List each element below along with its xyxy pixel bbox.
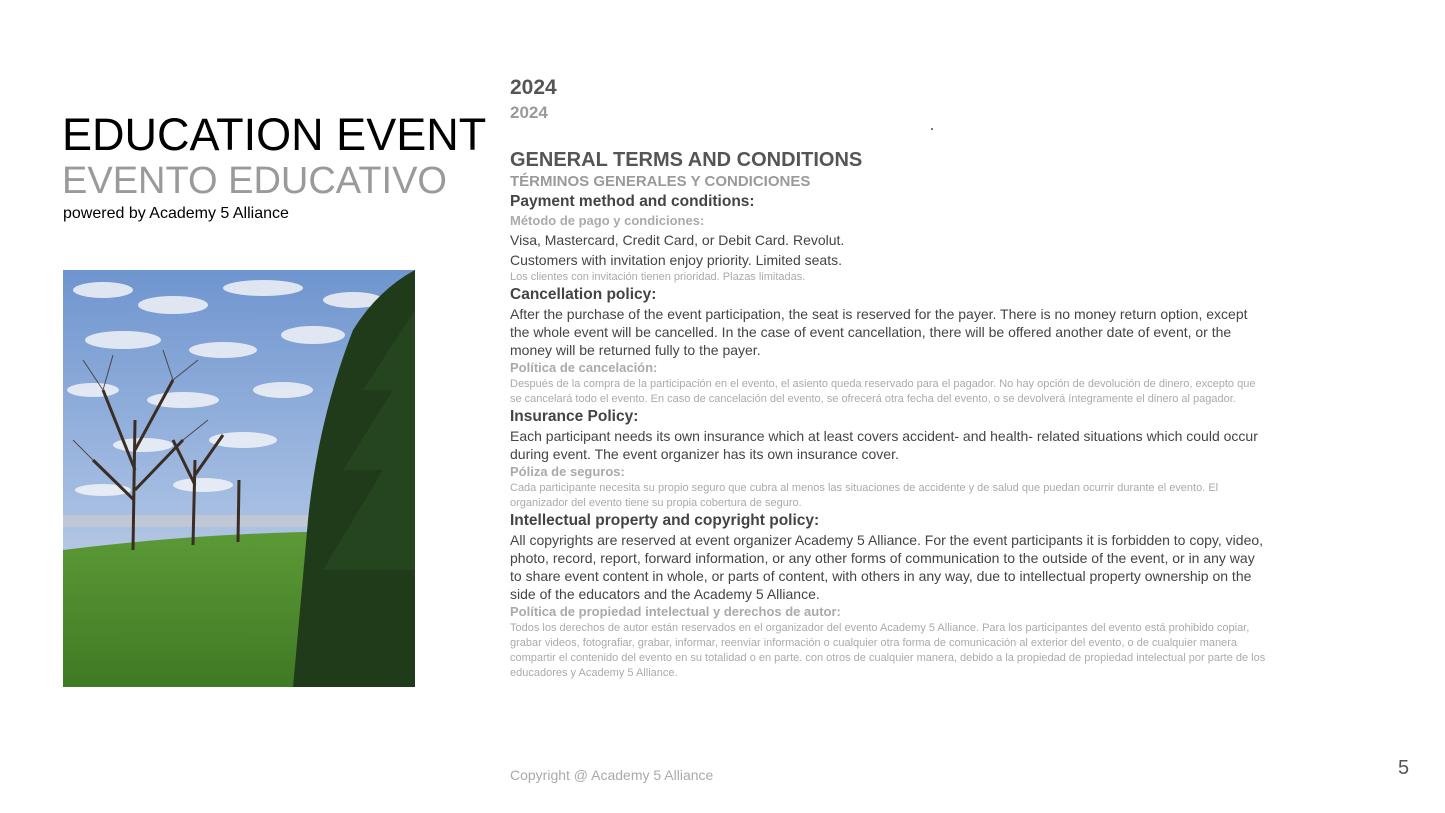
terms-heading: GENERAL TERMS AND CONDITIONS [510, 149, 863, 171]
title-english: EDUCATION EVENT [62, 109, 487, 160]
insurance-title-spanish: Póliza de seguros: [510, 464, 625, 479]
page-number: 5 [1398, 757, 1410, 779]
cancellation-text-spanish: Después de la compra de la participación en el evento, el asiento queda reservado para el pagador. No hay opción de devolución de dinero, excepto que se cancelará todo el evento. En caso de cancelación del evento, se ofrecerá otra fecha del evento, o se devolverá íntegramente el dinero al pagador. [510, 378, 1256, 405]
insurance-text: Each participant needs its own insurance which at least covers accident- and health- related situations which could occur during event. The event organizer has its own insurance cover. [510, 428, 1258, 462]
payment-text-spanish: Los clientes con invitación tienen prioridad. Plazas limitadas. [510, 271, 806, 283]
terms-content [510, 74, 1270, 681]
year: 2024 [510, 76, 557, 99]
payment-priority: Customers with invitation enjoy priority. Limited seats. [510, 252, 842, 268]
copyright-policy-title: Intellectual property and copyright policy: [510, 512, 820, 529]
terms-heading-spanish: TÉRMINOS GENERALES Y CONDICIONES [510, 173, 811, 190]
cancellation-title: Cancellation policy: [510, 286, 657, 303]
insurance-text-spanish: Cada participante necesita su propio seguro que cubra al menos las situaciones de accidente y de salud que puedan ocurrir durante el evento. El organizador del evento tiene su propia cobertura de seguro. [510, 482, 1219, 509]
payment-title-spanish: Método de pago y condiciones: [510, 213, 705, 228]
insurance-title: Insurance Policy: [510, 408, 639, 425]
copyright-policy-title-spanish: Política de propiedad intelectual y derechos de autor: [510, 604, 841, 619]
copyright-policy-text-spanish: Todos los derechos de autor están reservados en el organizador del evento Academy 5 Alliance. Para los participantes del evento está prohibido copiar, grabar videos, fotografiar, grabar, informar, reenviar información o cualquier otra forma de comunicación al exterior del evento, o de cualquier manera compartir el contenido del evento en su totalidad o en parte. con otros de cualquier manera, debido a la propiedad de propiedad intelectual por parte de los educadores y Academy 5 Alliance. [510, 622, 1266, 679]
cancellation-title-spanish: Política de cancelación: [510, 360, 658, 375]
payment-title: Payment method and conditions: [510, 193, 755, 210]
footer-copyright: Copyright @ Academy 5 Alliance [510, 767, 714, 783]
year-spanish: 2024 [510, 103, 548, 122]
landscape-photo [63, 270, 415, 687]
powered-by-text: powered by Academy 5 Alliance [63, 205, 289, 222]
copyright-policy-text: All copyrights are reserved at event organizer Academy 5 Alliance. For the event participants it is forbidden to copy, video, photo, record, report, forward information, or any other forms of communication to the outside of the event, or in any way to share event content in whole, or parts of content, with others in any way, due to intellectual property ownership on the side of the educators and the Academy 5 Alliance. [510, 532, 1264, 602]
payment-methods: Visa, Mastercard, Credit Card, or Debit Card. Revolut. [510, 232, 845, 248]
title-spanish: EVENTO EDUCATIVO [62, 160, 447, 202]
cancellation-text: After the purchase of the event participation, the seat is reserved for the payer. There is no money return option, except the whole event will be cancelled. In the case of event cancellation, there will be offered another date of event, or the money will be returned fully to the payer. [510, 306, 1248, 358]
